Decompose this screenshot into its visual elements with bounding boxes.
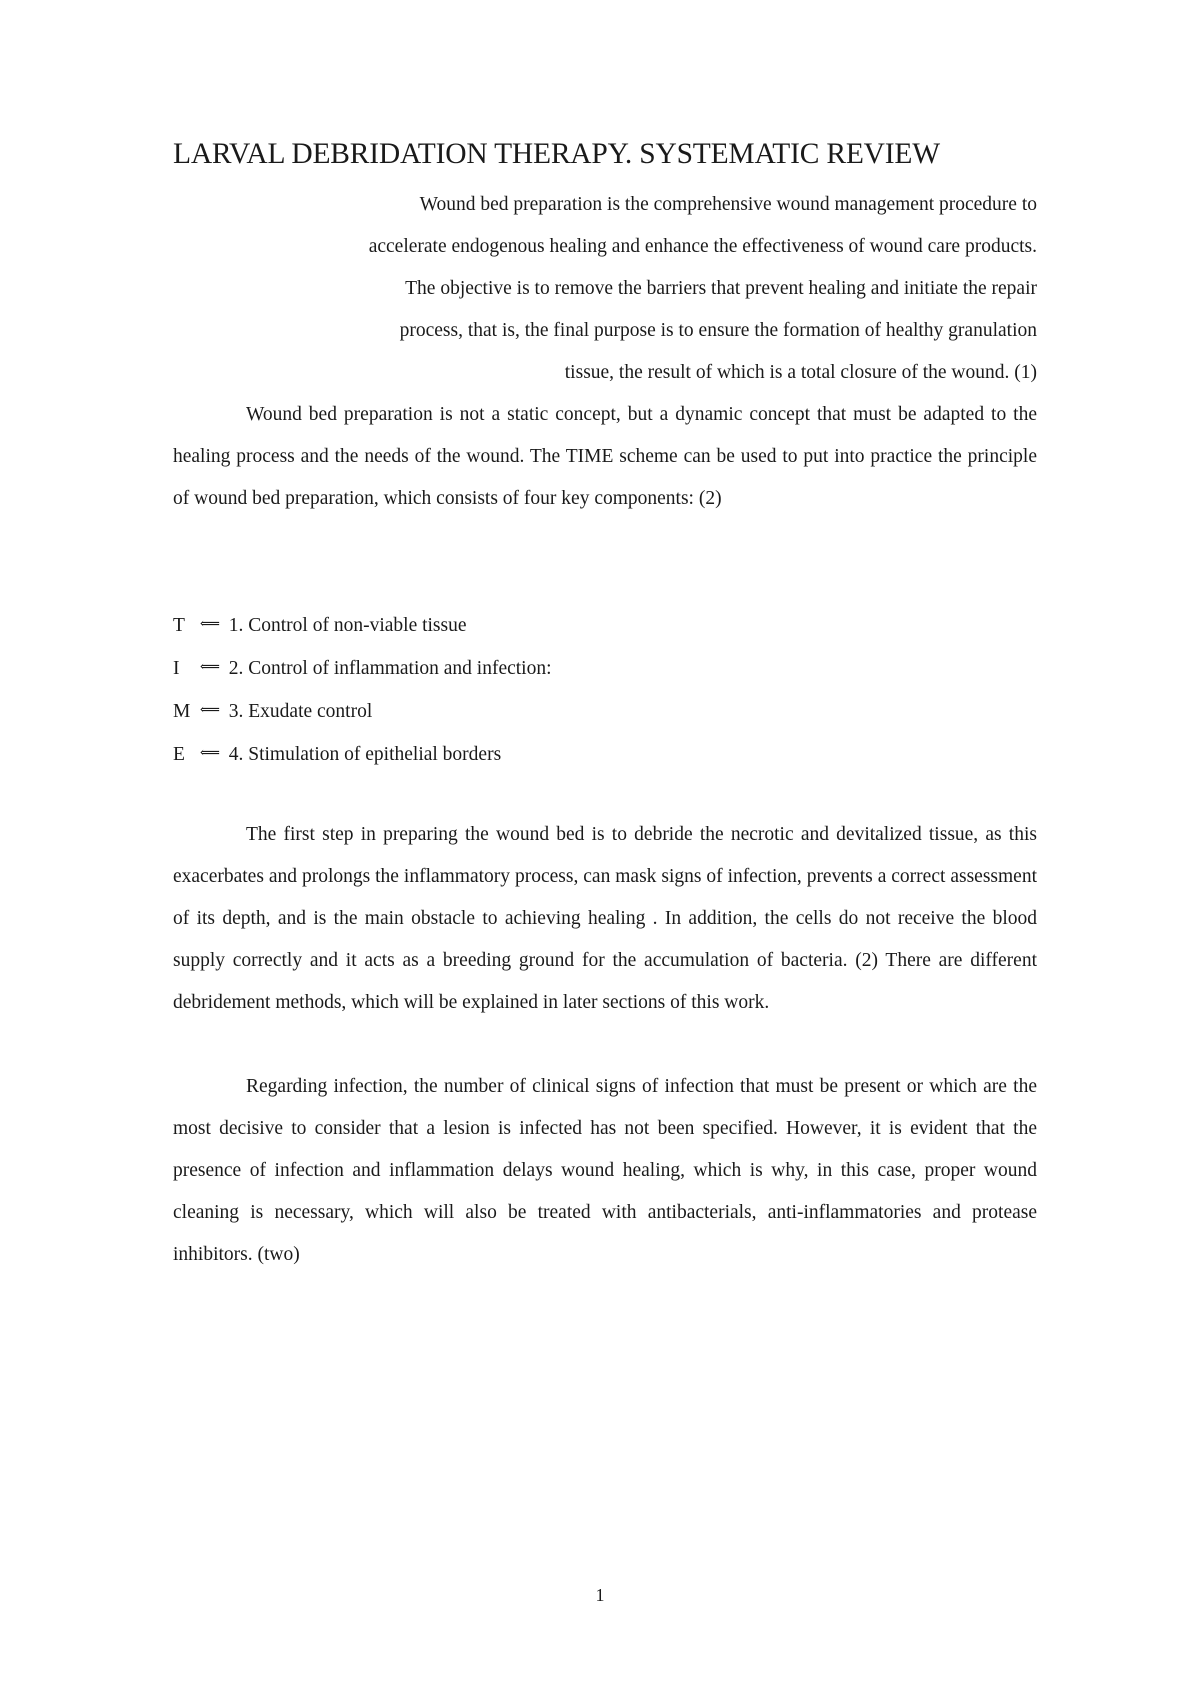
time-scheme-paragraph: Wound bed preparation is not a static concept, but a dynamic concept that must be adapted to the healing process and the needs of the wound. The TIME scheme can be used to put into practice the principle of wound bed preparation, which consists of four key components: (2) xyxy=(173,404,1037,509)
intro-paragraph xyxy=(173,184,1037,394)
intro-line: The objective is to remove the barriers that prevent healing and initiate the repair xyxy=(405,278,1037,299)
debridement-paragraph: The first step in preparing the wound bed is to debride the necrotic and devitalized tissue, as this exacerbates and prolongs the inflammatory process, can mask signs of infection, prevents a correct assessment of its depth, and is the main obstacle to achieving healing . In addition, the cells do not receive the blood supply correctly and it acts as a breeding ground for the accumulation of bacteria. (2) There are different debridement methods, which will be explained in later sections of this work. xyxy=(173,824,1037,1013)
time-letter: M xyxy=(173,701,191,722)
page-number: 1 xyxy=(595,1585,605,1605)
time-scheme-item xyxy=(173,604,1037,647)
time-letter: E xyxy=(173,744,185,765)
intro-line: tissue, the result of which is a total closure of the wound. (1) xyxy=(564,362,1037,383)
arrow-left-icon: ⟸ xyxy=(199,660,220,675)
time-letter: I xyxy=(173,658,180,679)
document-title: LARVAL DEBRIDATION THERAPY. SYSTEMATIC REVIEW xyxy=(173,138,940,170)
time-item-text: 1. Control of non-viable tissue xyxy=(228,615,467,636)
intro-line: accelerate endogenous healing and enhance the effectiveness of wound care products. xyxy=(368,236,1037,257)
time-scheme-item xyxy=(173,690,1037,733)
time-item-text: 2. Control of inflammation and infection: xyxy=(228,658,552,679)
arrow-left-icon: ⟸ xyxy=(199,746,220,761)
time-item-text: 4. Stimulation of epithelial borders xyxy=(228,744,502,765)
time-scheme-item xyxy=(173,733,1037,776)
intro-line: Wound bed preparation is the comprehensive wound management procedure to xyxy=(419,194,1037,215)
time-letter: T xyxy=(173,615,185,636)
arrow-left-icon: ⟸ xyxy=(199,617,220,632)
arrow-left-icon: ⟸ xyxy=(199,703,220,718)
intro-line: process, that is, the final purpose is to ensure the formation of healthy granulation xyxy=(399,320,1037,341)
infection-paragraph: Regarding infection, the number of clinical signs of infection that must be present or which are the most decisive to consider that a lesion is infected has not been specified. However, it is evident that the presence of infection and inflammation delays wound healing, which is why, in this case, proper wound cleaning is necessary, which will also be treated with antibacterials, anti-inflammatories and protease inhibitors. (two) xyxy=(173,1076,1037,1265)
time-scheme-list xyxy=(173,604,1037,776)
time-item-text: 3. Exudate control xyxy=(228,701,373,722)
time-scheme-item xyxy=(173,647,1037,690)
